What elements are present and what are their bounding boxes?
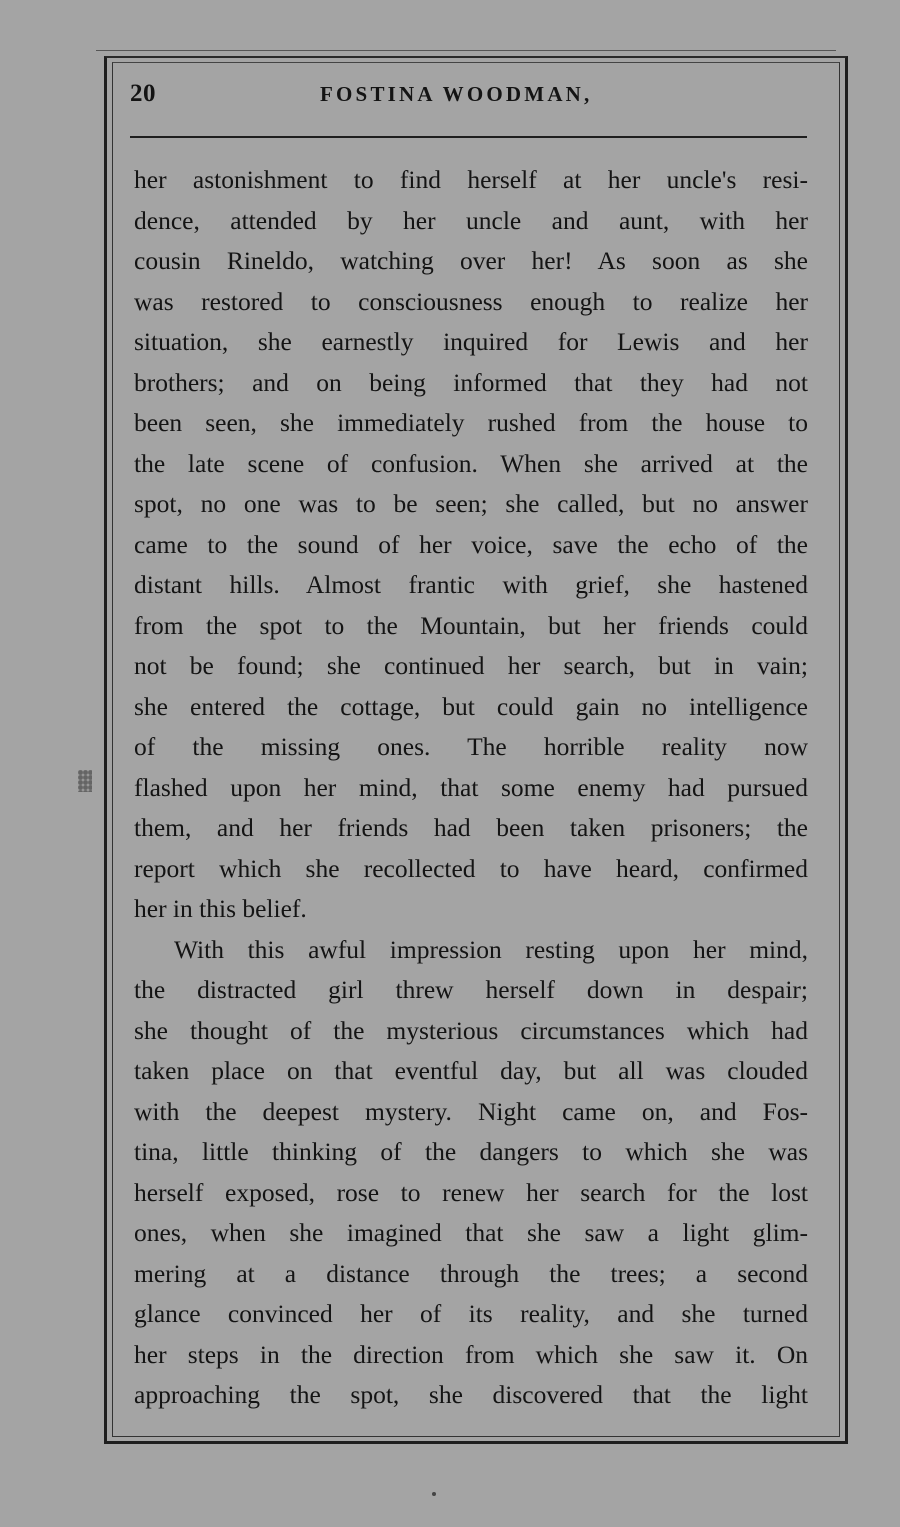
- text-line: came to the sound of her voice, save the echo of the: [134, 529, 808, 559]
- text-line: tina, little thinking of the dangers to which she was: [134, 1137, 808, 1166]
- page-header: [130, 80, 810, 120]
- page-number: 20: [130, 80, 156, 107]
- text-line: approaching the spot, she discovered that the light: [134, 1380, 808, 1409]
- body-text: [134, 160, 808, 1416]
- outer-top-rule: [96, 50, 836, 51]
- text-line: them, and her friends had been taken prisoners; the: [134, 813, 808, 842]
- text-line: from the spot to the Mountain, but her friends could: [134, 610, 808, 640]
- text-line: her astonishment to find herself at her uncle's resi-: [134, 165, 808, 194]
- text-line: mering at a distance through the trees; a second: [134, 1258, 808, 1288]
- text-line: the distracted girl threw herself down in despair;: [134, 975, 808, 1004]
- text-line: of the missing ones. The horrible reality now: [134, 732, 808, 761]
- paragraph-1: [134, 160, 808, 930]
- text-line: cousin Rineldo, watching over her! As soon as she: [134, 246, 808, 275]
- running-head: FOSTINA WOODMAN,: [320, 82, 593, 106]
- text-line: with the deepest mystery. Night came on, and Fos-: [134, 1096, 808, 1126]
- text-line: dence, attended by her uncle and aunt, with her: [134, 205, 808, 235]
- text-line: With this awful impression resting upon her mind,: [174, 934, 808, 964]
- paragraph-2: [134, 930, 808, 1416]
- text-line: herself exposed, rose to renew her search for the lost: [134, 1177, 808, 1207]
- text-line: report which she recollected to have heard, confirmed: [134, 853, 808, 883]
- text-line: she thought of the mysterious circumstances which had: [134, 1015, 808, 1045]
- text-line: not be found; she continued her search, but in vain;: [134, 651, 808, 680]
- text-line: glance convinced her of its reality, and she turned: [134, 1299, 808, 1328]
- text-line: her steps in the direction from which she saw it. On: [134, 1339, 808, 1369]
- margin-ink-mark: [78, 770, 92, 792]
- ink-speck: [432, 1492, 436, 1496]
- text-line: brothers; and on being informed that they had not: [134, 367, 808, 397]
- text-line: was restored to consciousness enough to realize her: [134, 286, 808, 316]
- text-line: the late scene of confusion. When she arrived at the: [134, 448, 808, 478]
- text-line: ones, when she imagined that she saw a light glim-: [134, 1218, 808, 1247]
- text-line: her in this belief.: [134, 894, 307, 923]
- text-line: she entered the cottage, but could gain no intelligence: [134, 691, 808, 721]
- text-line: spot, no one was to be seen; she called, but no answer: [134, 489, 808, 518]
- text-line: distant hills. Almost frantic with grief, she hastened: [134, 570, 808, 599]
- header-rule: [130, 136, 807, 138]
- text-line: situation, she earnestly inquired for Lewis and her: [134, 327, 808, 356]
- text-line: taken place on that eventful day, but all was clouded: [134, 1056, 808, 1085]
- text-line: flashed upon her mind, that some enemy had pursued: [134, 772, 808, 802]
- text-line: been seen, she immediately rushed from the house to: [134, 408, 808, 437]
